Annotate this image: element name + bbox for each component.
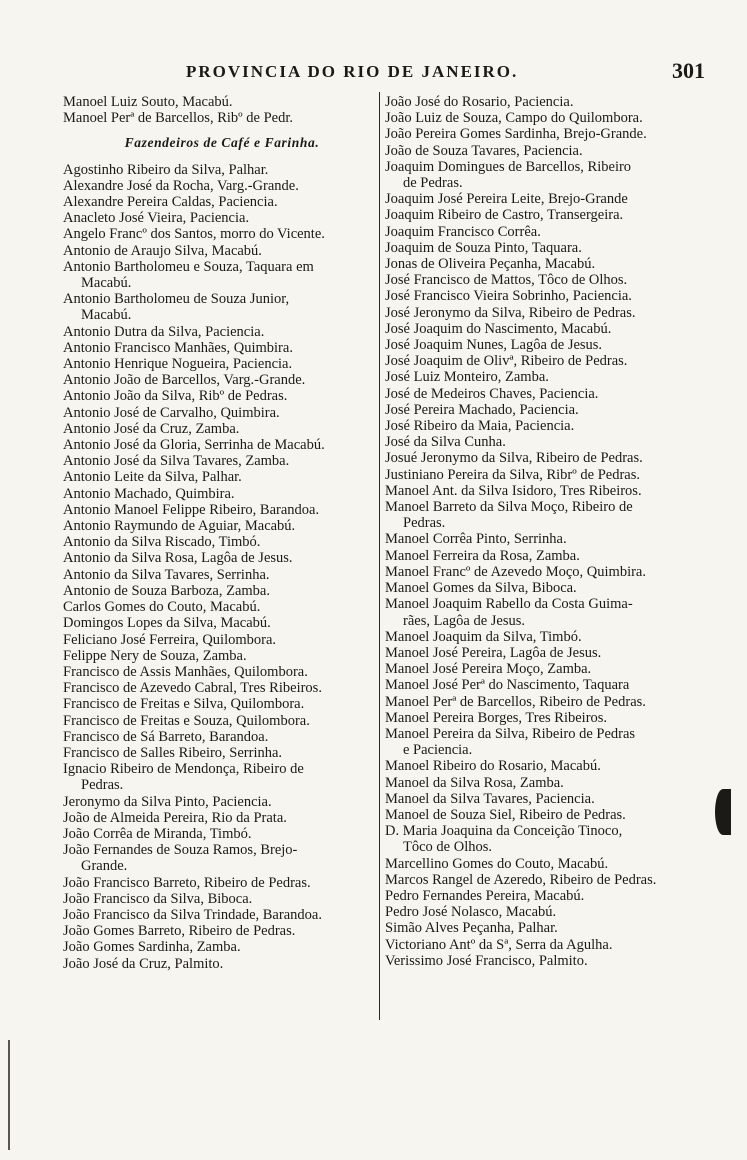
entry-line: José Francisco de Mattos, Tôco de Olhos. [385, 272, 628, 289]
list-item [63, 875, 381, 891]
list-item: Manoel Luiz Souto, Macabú. [63, 94, 233, 110]
list-item [385, 920, 707, 936]
entry-line: Manoel Corrêa Pinto, Serrinha. [385, 531, 567, 548]
list-item [63, 437, 381, 453]
entry-line: Victoriano Antº da Sª, Serra da Agulha. [385, 936, 613, 953]
list-item [63, 469, 381, 485]
list-item [385, 288, 707, 304]
list-item [63, 713, 381, 729]
list-item [385, 564, 707, 580]
entry-line: João Francisco Barreto, Ribeiro de Pedras. [63, 874, 311, 891]
list-item [63, 956, 381, 972]
entry-line: Antonio de Souza Barboza, Zamba. [63, 582, 270, 599]
entry-line: Antonio Henrique Nogueira, Paciencia. [63, 356, 293, 373]
entry-line: Joaquim de Souza Pinto, Taquara. [385, 239, 582, 256]
list-item [385, 548, 707, 564]
entry-line: Manoel Pereira Borges, Tres Ribeiros. [385, 709, 608, 726]
list-item [63, 178, 381, 194]
entry-line: Antonio João de Barcellos, Varg.-Grande. [63, 372, 306, 389]
entry-continuation: Macabú. [81, 307, 132, 324]
list-item [63, 162, 381, 178]
list-item [63, 761, 381, 793]
entry-line: Josué Jeronymo da Silva, Ribeiro de Pedras. [385, 450, 643, 467]
entry-line: Antonio José da Silva Tavares, Zamba. [63, 453, 290, 470]
entry-line: João de Almeida Pereira, Rio da Prata. [63, 809, 287, 826]
entry-line: João Corrêa de Miranda, Timbó. [63, 825, 252, 842]
list-item [385, 240, 707, 256]
entry-line: Manoel da Silva Rosa, Zamba. [385, 774, 564, 791]
entry-line: Angelo Francº dos Santos, morro do Vicente. [63, 226, 325, 243]
entry-line: Antonio Bartholomeu de Souza Junior, [63, 291, 290, 308]
entry-line: Francisco de Sá Barreto, Barandoa. [63, 728, 269, 745]
list-item [63, 243, 381, 259]
entry-line: Domingos Lopes da Silva, Macabú. [63, 615, 271, 632]
entry-line: Agostinho Ribeiro da Silva, Palhar. [63, 161, 269, 178]
page-edge-mark [8, 1040, 10, 1150]
list-item [63, 226, 381, 242]
entry-line: Justiniano Pereira da Silva, Ribrº de Pedras. [385, 466, 640, 483]
entry-line: João Gomes Sardinha, Zamba. [63, 939, 241, 956]
list-item [385, 337, 707, 353]
section-heading: Fazendeiros de Café e Farinha. [124, 135, 320, 151]
entry-line: Francisco de Freitas e Silva, Quilombora. [63, 696, 305, 713]
list-item [385, 402, 707, 418]
list-item [63, 340, 381, 356]
list-item [63, 259, 381, 291]
entry-line: Anacleto José Vieira, Paciencia. [63, 210, 250, 227]
entry-line: José da Silva Cunha. [385, 434, 506, 451]
entry-continuation: de Pedras. [403, 175, 463, 192]
entry-line: Antonio da Silva Tavares, Serrinha. [63, 566, 270, 583]
entry-line: Manoel Perª de Barcellos, Ribeiro de Pedras. [385, 693, 646, 710]
entry-line: Antonio José de Carvalho, Quimbira. [63, 404, 280, 421]
entry-line: Francisco de Azevedo Cabral, Tres Ribeiros. [63, 680, 322, 697]
entry-line: Antonio de Araujo Silva, Macabú. [63, 242, 262, 259]
entry-line: Manoel Francº de Azevedo Moço, Quimbira. [385, 563, 646, 580]
list-item [63, 486, 381, 502]
entry-line: Antonio Leite da Silva, Palhar. [63, 469, 242, 486]
list-item [385, 369, 707, 385]
list-item [385, 110, 707, 126]
entry-line: Joaquim Ribeiro de Castro, Transergeira. [385, 207, 624, 224]
entry-line: Pedro José Nolasco, Macabú. [385, 904, 557, 921]
entry-line: Carlos Gomes do Couto, Macabú. [63, 599, 261, 616]
list-item [385, 937, 707, 953]
entry-continuation: rães, Lagôa de Jesus. [403, 612, 525, 629]
entry-line: José Jeronymo da Silva, Ribeiro de Pedras. [385, 304, 636, 321]
column-divider [379, 92, 380, 1020]
entry-line: Antonio Dutra da Silva, Paciencia. [63, 323, 265, 340]
list-item [385, 807, 707, 823]
list-item [63, 696, 381, 712]
entry-continuation: Pedras. [403, 515, 446, 532]
entry-line: Manoel Ant. da Silva Isidoro, Tres Ribeiros. [385, 482, 642, 499]
list-item [385, 856, 707, 872]
list-item [63, 826, 381, 842]
list-item [385, 126, 707, 142]
list-item [385, 483, 707, 499]
list-item [385, 629, 707, 645]
page-header [0, 58, 747, 86]
list-item [385, 499, 707, 531]
entry-line: José Pereira Machado, Paciencia. [385, 401, 579, 418]
entry-line: Jonas de Oliveira Peçanha, Macabú. [385, 256, 596, 273]
entry-line: Ignacio Ribeiro de Mendonça, Ribeiro de [63, 761, 304, 778]
entry-line: Felippe Nery de Souza, Zamba. [63, 647, 247, 664]
list-item [385, 953, 707, 969]
list-item [63, 356, 381, 372]
entry-line: João Luiz de Souza, Campo do Quilombora. [385, 110, 643, 127]
list-item [385, 758, 707, 774]
list-item [63, 648, 381, 664]
entry-line: José Luiz Monteiro, Zamba. [385, 369, 549, 386]
list-item [63, 421, 381, 437]
list-item [63, 518, 381, 534]
entry-line: Marcellino Gomes do Couto, Macabú. [385, 855, 609, 872]
list-item [385, 645, 707, 661]
list-item [385, 434, 707, 450]
entry-line: Manoel José Perª do Nascimento, Taquara [385, 677, 630, 694]
list-item [385, 94, 707, 110]
running-head: PROVINCIA DO RIO DE JANEIRO. [186, 62, 519, 81]
list-item [63, 745, 381, 761]
list-item [385, 386, 707, 402]
entry-line: João Francisco da Silva, Biboca. [63, 890, 253, 907]
list-item [63, 194, 381, 210]
entry-line: Manoel Gomes da Silva, Biboca. [385, 580, 577, 597]
list-item [385, 207, 707, 223]
entry-line: Antonio José da Gloria, Serrinha de Macabú. [63, 437, 325, 454]
entry-line: Antonio da Silva Rosa, Lagôa de Jesus. [63, 550, 293, 567]
entry-line: Antonio João da Silva, Ribº de Pedras. [63, 388, 288, 405]
list-item [385, 418, 707, 434]
entry-line: Antonio José da Cruz, Zamba. [63, 420, 240, 437]
entry-line: Francisco de Salles Ribeiro, Serrinha. [63, 744, 283, 761]
entry-line: Manoel José Pereira, Lagôa de Jesus. [385, 644, 602, 661]
entry-line: Alexandre Pereira Caldas, Paciencia. [63, 194, 278, 211]
entry-line: Antonio Machado, Quimbira. [63, 485, 235, 502]
entry-line: Manoel Joaquim da Silva, Timbó. [385, 628, 582, 645]
list-item [385, 791, 707, 807]
entry-continuation: e Paciencia. [403, 742, 473, 759]
entry-continuation: Macabú. [81, 275, 132, 292]
entry-continuation: Pedras. [81, 777, 124, 794]
list-item [385, 450, 707, 466]
entry-line: Manoel Joaquim Rabello da Costa Guima- [385, 596, 633, 613]
list-item [385, 191, 707, 207]
entry-line: José Ribeiro da Maia, Paciencia. [385, 418, 575, 435]
list-item [63, 502, 381, 518]
entry-line: Alexandre José da Rocha, Varg.-Grande. [63, 177, 299, 194]
list-item [385, 580, 707, 596]
entry-line: Joaquim José Pereira Leite, Brejo-Grande [385, 191, 628, 208]
entry-line: Joaquim Domingues de Barcellos, Ribeiro [385, 158, 632, 175]
entry-line: Manoel Ferreira da Rosa, Zamba. [385, 547, 580, 564]
entry-line: José Joaquim Nunes, Lagôa de Jesus. [385, 337, 603, 354]
list-item [63, 405, 381, 421]
entry-line: Antonio da Silva Riscado, Timbó. [63, 534, 261, 551]
entry-line: Antonio Francisco Manhães, Quimbira. [63, 339, 293, 356]
list-item [385, 694, 707, 710]
entry-line: Antonio Manoel Felippe Ribeiro, Barandoa. [63, 501, 320, 518]
entry-line: Antonio Bartholomeu e Souza, Taquara em [63, 258, 314, 275]
list-item [385, 726, 707, 758]
entry-line: José Joaquim de Olivª, Ribeiro de Pedras. [385, 353, 628, 370]
entry-line: Francisco de Assis Manhães, Quilombora. [63, 663, 308, 680]
list-item [385, 904, 707, 920]
right-column [385, 94, 707, 969]
entry-line: Marcos Rangel de Azeredo, Ribeiro de Pedras. [385, 871, 657, 888]
list-item [385, 661, 707, 677]
list-item [385, 143, 707, 159]
list-item [385, 224, 707, 240]
list-item [63, 842, 381, 874]
list-item [385, 872, 707, 888]
left-list [63, 162, 381, 972]
list-item [63, 810, 381, 826]
list-item [385, 159, 707, 191]
list-item [63, 534, 381, 550]
entry-continuation: Tôco de Olhos. [403, 839, 492, 856]
entry-line: José Francisco Vieira Sobrinho, Paciencia. [385, 288, 632, 305]
list-item [385, 677, 707, 693]
list-item [385, 305, 707, 321]
entry-line: Pedro Fernandes Pereira, Macabú. [385, 887, 585, 904]
list-item [385, 823, 707, 855]
entry-line: Feliciano José Ferreira, Quilombora. [63, 631, 277, 648]
entry-line: Manoel de Souza Siel, Ribeiro de Pedras. [385, 806, 626, 823]
entry-line: Francisco de Freitas e Souza, Quilombora. [63, 712, 310, 729]
list-item [63, 632, 381, 648]
entry-line: João Fernandes de Souza Ramos, Brejo- [63, 842, 298, 859]
entry-line: João de Souza Tavares, Paciencia. [385, 142, 583, 159]
entry-line: Manoel José Pereira Moço, Zamba. [385, 661, 592, 678]
list-item [63, 291, 381, 323]
list-item [385, 888, 707, 904]
entry-line: João Gomes Barreto, Ribeiro de Pedras. [63, 923, 296, 940]
list-item: Manoel Perª de Barcellos, Ribº de Pedr. [63, 110, 293, 127]
list-item [63, 583, 381, 599]
entry-line: João Francisco da Silva Trindade, Barandoa. [63, 906, 322, 923]
entry-line: José Joaquim do Nascimento, Macabú. [385, 320, 612, 337]
list-item [385, 596, 707, 628]
list-item [63, 388, 381, 404]
list-item [63, 664, 381, 680]
list-item [385, 531, 707, 547]
list-item [385, 775, 707, 791]
list-item [63, 680, 381, 696]
entry-line: Manoel Barreto da Silva Moço, Ribeiro de [385, 499, 633, 516]
list-item [385, 321, 707, 337]
list-item [63, 615, 381, 631]
list-item [63, 453, 381, 469]
entry-line: Antonio Raymundo de Aguiar, Macabú. [63, 518, 296, 535]
entry-line: Verissimo José Francisco, Palmito. [385, 952, 588, 969]
left-top-list [63, 94, 381, 126]
entry-line: José de Medeiros Chaves, Paciencia. [385, 385, 599, 402]
page-number: 301 [672, 58, 705, 83]
entry-line: Jeronymo da Silva Pinto, Paciencia. [63, 793, 272, 810]
list-item [385, 467, 707, 483]
list-item [385, 353, 707, 369]
list-item [63, 907, 381, 923]
list-item [63, 324, 381, 340]
entry-line: João José do Rosario, Paciencia. [385, 94, 574, 110]
list-item [385, 256, 707, 272]
entry-line: Joaquim Francisco Corrêa. [385, 223, 541, 240]
entry-line: Manoel da Silva Tavares, Paciencia. [385, 790, 595, 807]
entry-continuation: Grande. [81, 858, 128, 875]
entry-line: João Pereira Gomes Sardinha, Brejo-Grande. [385, 126, 647, 143]
entry-line: D. Maria Joaquina da Conceição Tinoco, [385, 823, 623, 840]
list-item [63, 567, 381, 583]
list-item [63, 599, 381, 615]
list-item [63, 550, 381, 566]
list-item [63, 794, 381, 810]
left-column [63, 94, 381, 972]
list-item [63, 923, 381, 939]
list-item [63, 891, 381, 907]
entry-line: Manoel Pereira da Silva, Ribeiro de Pedras [385, 725, 636, 742]
entry-line: João José da Cruz, Palmito. [63, 955, 224, 972]
list-item [385, 710, 707, 726]
list-item [63, 372, 381, 388]
entry-line: Manoel Ribeiro do Rosario, Macabú. [385, 758, 601, 775]
list-item [63, 729, 381, 745]
list-item [63, 210, 381, 226]
margin-blot [715, 789, 731, 835]
entry-line: Simão Alves Peçanha, Palhar. [385, 920, 558, 937]
list-item [63, 939, 381, 955]
list-item [385, 272, 707, 288]
